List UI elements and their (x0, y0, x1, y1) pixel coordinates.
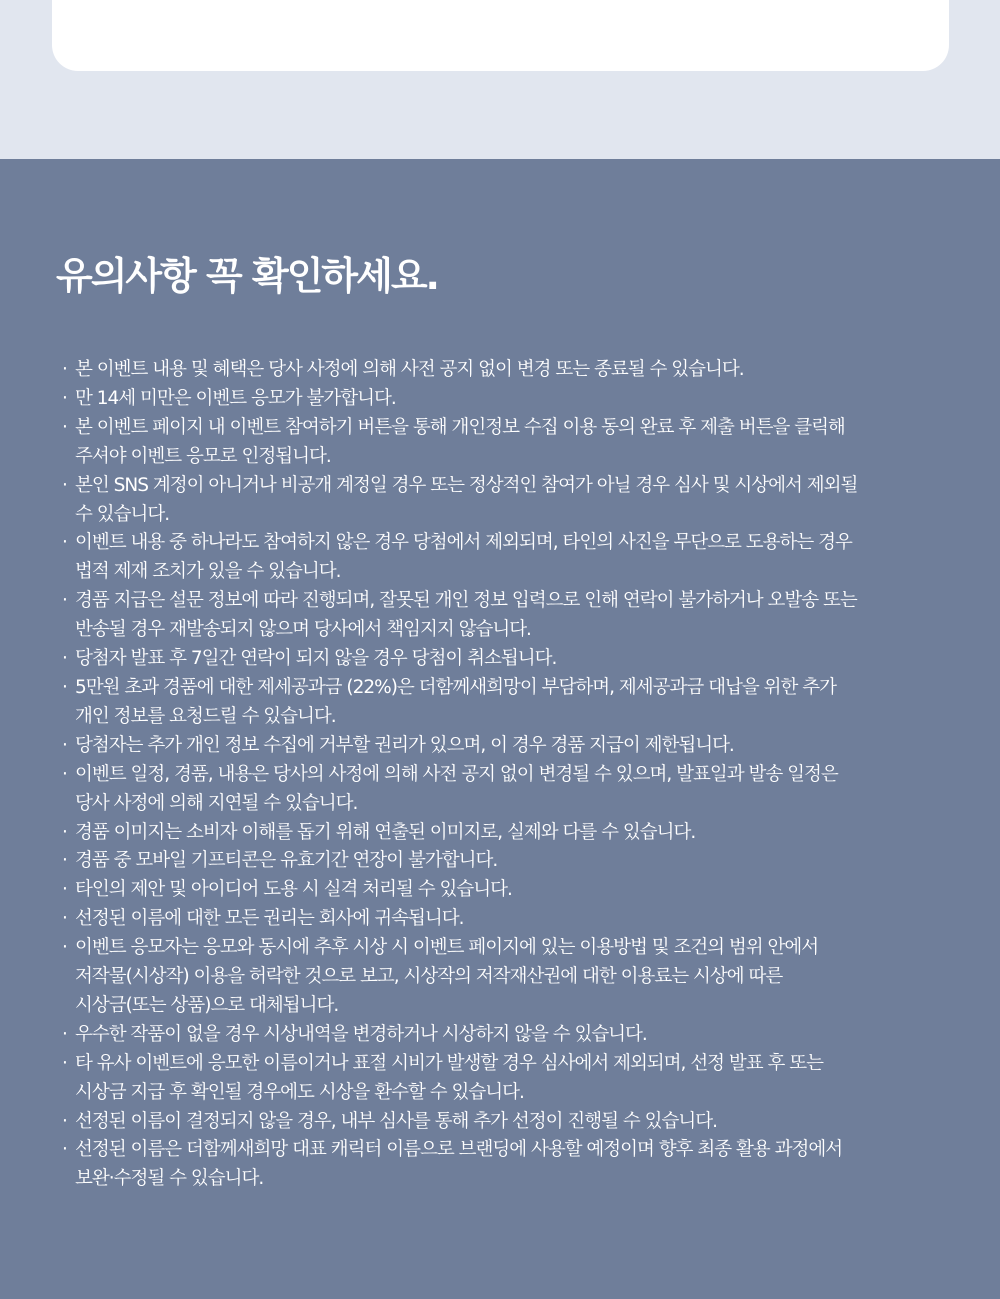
notice-section (0, 159, 1000, 1299)
notice-item-text: 시상금 지급 후 확인될 경우에도 시상을 환수할 수 있습니다. (75, 1081, 524, 1103)
bullet-dot: · (62, 359, 67, 380)
bullet-dot: · (62, 648, 67, 670)
notice-item (62, 732, 942, 761)
notice-item (62, 674, 942, 732)
top-section (0, 0, 1000, 159)
notice-item-text: 5만원 초과 경품에 대한 제세공과금 (22%)은 더함께새희망이 부담하며, 제세공과금 대납을 위한 추가 (75, 676, 836, 698)
notice-item-text: 본 이벤트 내용 및 혜택은 당사 사정에 의해 사전 공지 없이 변경 또는 종료될 수 있습니다. (75, 359, 744, 380)
notice-item (62, 645, 942, 674)
notice-title: 유의사항 꼭 확인하세요. (56, 254, 438, 298)
notice-item-text: 경품 중 모바일 기프티콘은 유효기간 연장이 불가합니다. (75, 850, 498, 872)
bullet-dot: · (62, 1052, 67, 1074)
bullet-dot: · (62, 1023, 67, 1045)
notice-item (62, 1136, 942, 1194)
notice-item (62, 819, 942, 848)
notice-item (62, 847, 942, 876)
notice-item-text: 시상금(또는 상품)으로 대체됩니다. (75, 994, 339, 1016)
notice-item-text: 경품 이미지는 소비자 이해를 돕기 위해 연출된 이미지로, 실제와 다를 수 있습니다. (75, 821, 696, 843)
notice-item (62, 934, 942, 1021)
notice-item-text: 이벤트 일정, 경품, 내용은 당사의 사정에 의해 사전 공지 없이 변경될 수 있으며, 발표일과 발송 일정은 (75, 763, 838, 785)
notice-item (62, 385, 942, 414)
notice-item (62, 1050, 942, 1108)
bullet-dot: · (62, 763, 67, 785)
notice-item (62, 761, 942, 819)
notice-item-text: 개인 정보를 요청드릴 수 있습니다. (75, 705, 336, 727)
bullet-dot: · (62, 908, 67, 930)
notice-item-text: 만 14세 미만은 이벤트 응모가 불가합니다. (75, 387, 396, 409)
notice-item (62, 472, 942, 530)
notice-item-text: 당첨자 발표 후 7일간 연락이 되지 않을 경우 당첨이 취소됩니다. (75, 648, 557, 670)
bullet-dot: · (62, 532, 67, 554)
notice-item-text: 반송될 경우 재발송되지 않으며 당사에서 책임지지 않습니다. (75, 619, 531, 641)
notice-item-text: 타 유사 이벤트에 응모한 이름이거나 표절 시비가 발생할 경우 심사에서 제외되며, 선정 발표 후 또는 (75, 1052, 824, 1074)
notice-item-text: 수 있습니다. (75, 503, 170, 525)
bullet-dot: · (62, 676, 67, 698)
bullet-dot: · (62, 1139, 67, 1161)
bullet-dot: · (62, 387, 67, 409)
notice-item-text: 당사 사정에 의해 지연될 수 있습니다. (75, 792, 358, 814)
bullet-dot: · (62, 474, 67, 496)
notice-item (62, 1108, 942, 1137)
bullet-dot: · (62, 821, 67, 843)
notice-item-text: 저작물(시상작) 이용을 허락한 것으로 보고, 시상작의 저작재산권에 대한 이용료는 시상에 따른 (75, 966, 783, 988)
bullet-dot: · (62, 590, 67, 612)
notice-item-text: 보완·수정될 수 있습니다. (75, 1168, 264, 1190)
bullet-dot: · (62, 734, 67, 756)
bullet-dot: · (62, 416, 67, 438)
notice-item (62, 905, 942, 934)
notice-item-text: 주셔야 이벤트 응모로 인정됩니다. (75, 445, 331, 467)
notice-item-text: 이벤트 내용 중 하나라도 참여하지 않은 경우 당첨에서 제외되며, 타인의 사진을 무단으로 도용하는 경우 (75, 532, 852, 554)
notice-item-text: 경품 지급은 설문 정보에 따라 진행되며, 잘못된 개인 정보 입력으로 인해 연락이 불가하거나 오발송 또는 (75, 590, 857, 612)
notice-item-text: 당첨자는 추가 개인 정보 수집에 거부할 권리가 있으며, 이 경우 경품 지급이 제한됩니다. (75, 734, 734, 756)
bullet-dot: · (62, 1110, 67, 1132)
bullet-dot: · (62, 850, 67, 872)
notice-list (62, 356, 942, 1194)
notice-item-text: 법적 제재 조치가 있을 수 있습니다. (75, 561, 341, 583)
notice-item-text: 이벤트 응모자는 응모와 동시에 추후 시상 시 이벤트 페이지에 있는 이용방법 및 조건의 범위 안에서 (75, 937, 819, 959)
notice-item-text: 타인의 제안 및 아이디어 도용 시 실격 처리될 수 있습니다. (75, 879, 512, 901)
notice-item (62, 529, 942, 587)
content-card-bottom (52, 0, 949, 71)
bullet-dot: · (62, 879, 67, 901)
notice-item (62, 356, 942, 385)
notice-item-text: 우수한 작품이 없을 경우 시상내역을 변경하거나 시상하지 않을 수 있습니다. (75, 1023, 647, 1045)
notice-item (62, 414, 942, 472)
notice-item (62, 587, 942, 645)
bullet-dot: · (62, 937, 67, 959)
notice-item-text: 본인 SNS 계정이 아니거나 비공개 계정일 경우 또는 정상적인 참여가 아닐 경우 심사 및 시상에서 제외될 (75, 474, 858, 496)
notice-item-text: 선정된 이름은 더함께새희망 대표 캐릭터 이름으로 브랜딩에 사용할 예정이며 향후 최종 활용 과정에서 (75, 1139, 843, 1161)
notice-item-text: 본 이벤트 페이지 내 이벤트 참여하기 버튼을 통해 개인정보 수집 이용 동의 완료 후 제출 버튼을 클릭해 (75, 416, 845, 438)
notice-item (62, 876, 942, 905)
notice-item-text: 선정된 이름에 대한 모든 권리는 회사에 귀속됩니다. (75, 908, 464, 930)
notice-item (62, 1021, 942, 1050)
notice-item-text: 선정된 이름이 결정되지 않을 경우, 내부 심사를 통해 추가 선정이 진행될 수 있습니다. (75, 1110, 717, 1132)
